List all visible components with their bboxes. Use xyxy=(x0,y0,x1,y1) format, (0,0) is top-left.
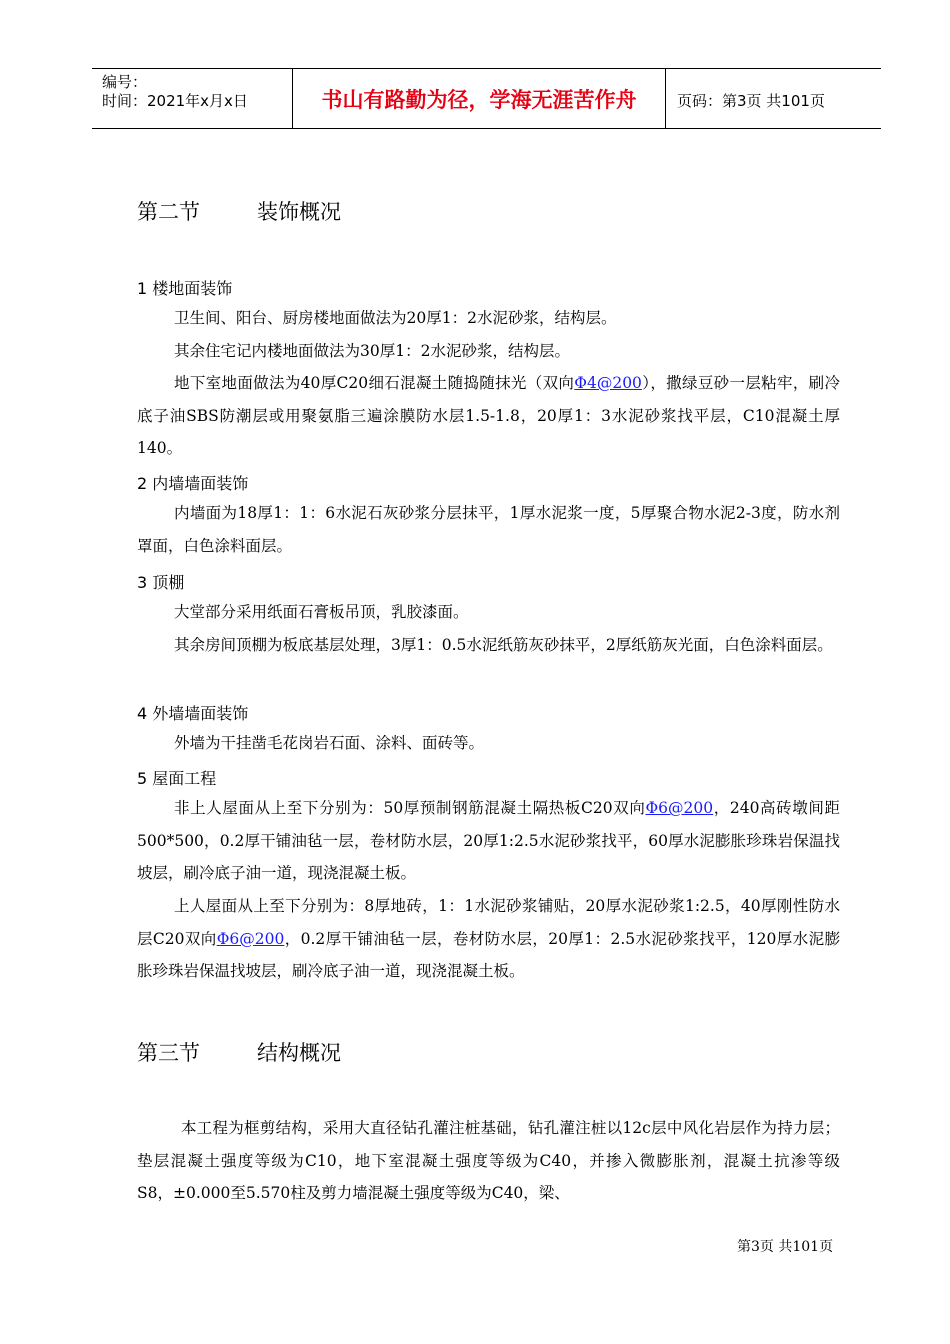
section-number: 第三节 xyxy=(137,1041,200,1065)
section-heading: 装饰概况 xyxy=(257,200,341,224)
paragraph: 外墙为干挂凿毛花岗岩石面、涂料、面砖等。 xyxy=(174,734,485,752)
paragraph-non-accessible-roof xyxy=(137,792,840,890)
subsection-exterior-wall: 4 外墙墙面装饰 xyxy=(137,704,249,723)
document-time-label: 时间：2021年x月x日 xyxy=(102,92,248,110)
rebar-spec-link[interactable]: Φ6@200 xyxy=(645,799,714,817)
header-top-rule xyxy=(92,68,881,69)
section-number: 第二节 xyxy=(137,200,200,224)
footer-page-number: 第3页 共101页 xyxy=(737,1239,834,1255)
subsection-interior-wall: 2 内墙墙面装饰 xyxy=(137,474,249,493)
paragraph-text: ，240高砖墩间距500*500，0.2厚干铺油毡一层，卷材防水层，20厚1:2.5水泥砂浆找平，60厚水泥膨胀珍珠岩保温找坡层，刷冷底子油一道，现浇混凝土板。 xyxy=(137,799,840,882)
subsection-ceiling: 3 顶棚 xyxy=(137,573,185,592)
paragraph-text: ，0.2厚干铺油毡一层，卷材防水层，20厚1：2.5水泥砂浆找平，120厚水泥膨胀珍珠岩保温找坡层，刷冷底子油一道，现浇混凝土板。 xyxy=(137,929,840,980)
section-heading: 结构概况 xyxy=(257,1041,341,1065)
section-title-decoration xyxy=(137,196,341,226)
header-bottom-rule xyxy=(92,128,881,129)
paragraph: 大堂部分采用纸面石膏板吊顶，乳胶漆面。 xyxy=(174,603,469,621)
rebar-spec-link[interactable]: Φ4@200 xyxy=(574,374,642,392)
paragraph: 其余住宅记内楼地面做法为30厚1：2水泥砂浆，结构层。 xyxy=(174,342,570,360)
header-motto: 书山有路勤为径，学海无涯苦作舟 xyxy=(321,88,637,112)
subsection-floor: 1 楼地面装饰 xyxy=(137,279,233,298)
header-divider-left xyxy=(292,68,293,129)
paragraph-basement-floor xyxy=(137,367,840,465)
header-divider-right xyxy=(665,68,666,129)
paragraph: 卫生间、阳台、厨房楼地面做法为20厚1：2水泥砂浆，结构层。 xyxy=(174,309,617,327)
subsection-roof: 5 屋面工程 xyxy=(137,769,217,788)
rebar-spec-link[interactable]: Φ6@200 xyxy=(216,929,285,948)
paragraph-text: 非上人屋面从上至下分别为：50厚预制钢筋混凝土隔热板C20双向 xyxy=(174,799,646,817)
header-page-label: 页码：第3页 共101页 xyxy=(677,92,825,110)
paragraph: 内墙面为18厚1：1：6水泥石灰砂浆分层抹平，1厚水泥浆一度，5厚聚合物水泥2-3度，防水剂罩面，白色涂料面层。 xyxy=(137,504,840,555)
paragraph-accessible-roof xyxy=(137,890,840,988)
paragraph: 其余房间顶棚为板底基层处理，3厚1：0.5水泥纸筋灰砂抹平，2厚纸筋灰光面，白色涂料面层。 xyxy=(174,636,833,654)
section-title-structure xyxy=(137,1037,341,1067)
paragraph-structure: 本工程为框剪结构，采用大直径钻孔灌注桩基础，钻孔灌注桩以12c层中风化岩层作为持力层；垫层混凝土强度等级为C10，地下室混凝土强度等级为C40，并掺入微膨胀剂，混凝土抗渗等级S8，±0.000至5.570柱及剪力墙混凝土强度等级为C40，梁、 xyxy=(137,1119,840,1202)
paragraph-text: 上人屋面从上至下分别为：8厚地砖，1：1水泥砂浆铺贴，20厚水泥砂浆1:2.5，40厚刚性防水层C20双向 xyxy=(137,897,840,948)
document-number-label: 编号： xyxy=(102,73,148,91)
paragraph-text: ），撒绿豆砂一层粘牢，刷冷底子油SBS防潮层或用聚氨脂三遍涂膜防水层1.5-1.8，20厚1：3水泥砂浆找平层，C10混凝土厚140。 xyxy=(137,374,840,457)
paragraph-text: 地下室地面做法为40厚C20细石混凝土随捣随抹光（双向 xyxy=(174,374,575,392)
